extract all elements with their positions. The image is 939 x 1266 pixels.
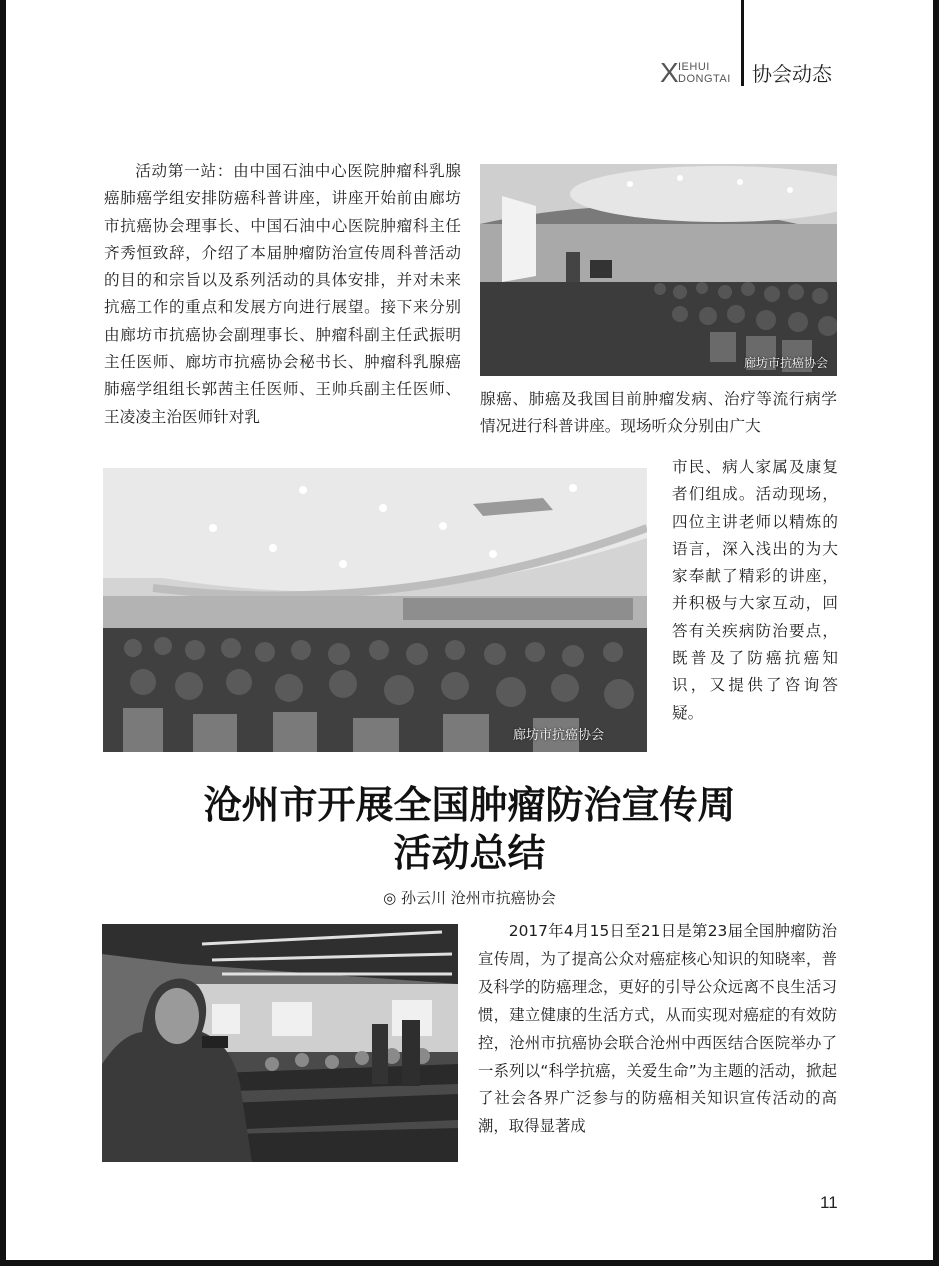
article2-body: 2017年4月15日至21日是第23届全国肿瘤防治宣传周，为了提高公众对癌症核心知识的知晓率，普及科学的防癌理念，更好的引导公众远离不良生活习惯，建立健康的生活方式，从而实现对癌症的有效防控，沧州市抗癌协会联合沧州中西医结合医院举办了一系列以“科学抗癌，关爱生命”为主题的活动，掀起了社会各界广泛参与的防癌相关知识宣传活动的高潮，取得显著成 <box>478 922 837 1136</box>
page-border-right <box>933 0 939 1266</box>
logo-letter: X <box>660 57 679 88</box>
photo-2-watermark: 廊坊市抗癌协会 <box>513 728 605 743</box>
header-divider <box>741 0 744 86</box>
logo-line-2: DONGTAI <box>678 73 731 85</box>
meeting-photo-image <box>102 924 458 1162</box>
page-border-left <box>0 0 6 1266</box>
article2-title-line-1: 沧州市开展全国肿瘤防治宣传周 <box>203 782 736 827</box>
article1-paragraph-narrow: 市民、病人家属及康复者们组成。活动现场，四位主讲老师以精炼的语言，深入浅出的为大家奉献了精彩的讲座，并积极与大家互动，回答有关疾病防治要点，既普及了防癌抗癌知识，又提供了咨询答疑。 <box>672 458 838 722</box>
lecture-photo-2 <box>103 468 647 752</box>
logo-line-1: IEHUI <box>678 61 710 73</box>
article2-byline: ◎ 孙云川 沧州市抗癌协会 <box>383 889 556 907</box>
article2-title-line-2: 活动总结 <box>393 830 546 875</box>
section-logo <box>660 58 738 88</box>
lecture-photo-1-image <box>480 164 837 376</box>
lecture-photo-2-image <box>103 468 647 752</box>
page-number: 11 <box>820 1193 838 1212</box>
section-title: 协会动态 <box>752 62 832 86</box>
article1-paragraph-left: 活动第一站：由中国石油中心医院肿瘤科乳腺癌肺癌学组安排防癌科普讲座，讲座开始前由廊坊市抗癌协会理事长、中国石油中心医院肿瘤科主任齐秀恒致辞，介绍了本届肿瘤防治宣传周科普活动的目的和宗旨以及系列活动的具体安排，并对未来抗癌工作的重点和发展方向进行展望。接下来分别由廊坊市抗癌协会副理事长、肿瘤科副主任武振明主任医师、廊坊市抗癌协会秘书长、肿瘤科乳腺癌肺癌学组组长郭茜主任医师、王帅兵副主任医师、王凌凌主治医师针对乳 <box>104 162 461 426</box>
photo-1-watermark: 廊坊市抗癌协会 <box>744 356 829 370</box>
meeting-photo <box>102 924 458 1162</box>
page-border-bottom <box>0 1260 939 1266</box>
article1-paragraph-right: 腺癌、肺癌及我国目前肿瘤发病、治疗等流行病学情况进行科普讲座。现场听众分别由广大 <box>480 390 837 436</box>
lecture-photo-1 <box>480 164 837 376</box>
